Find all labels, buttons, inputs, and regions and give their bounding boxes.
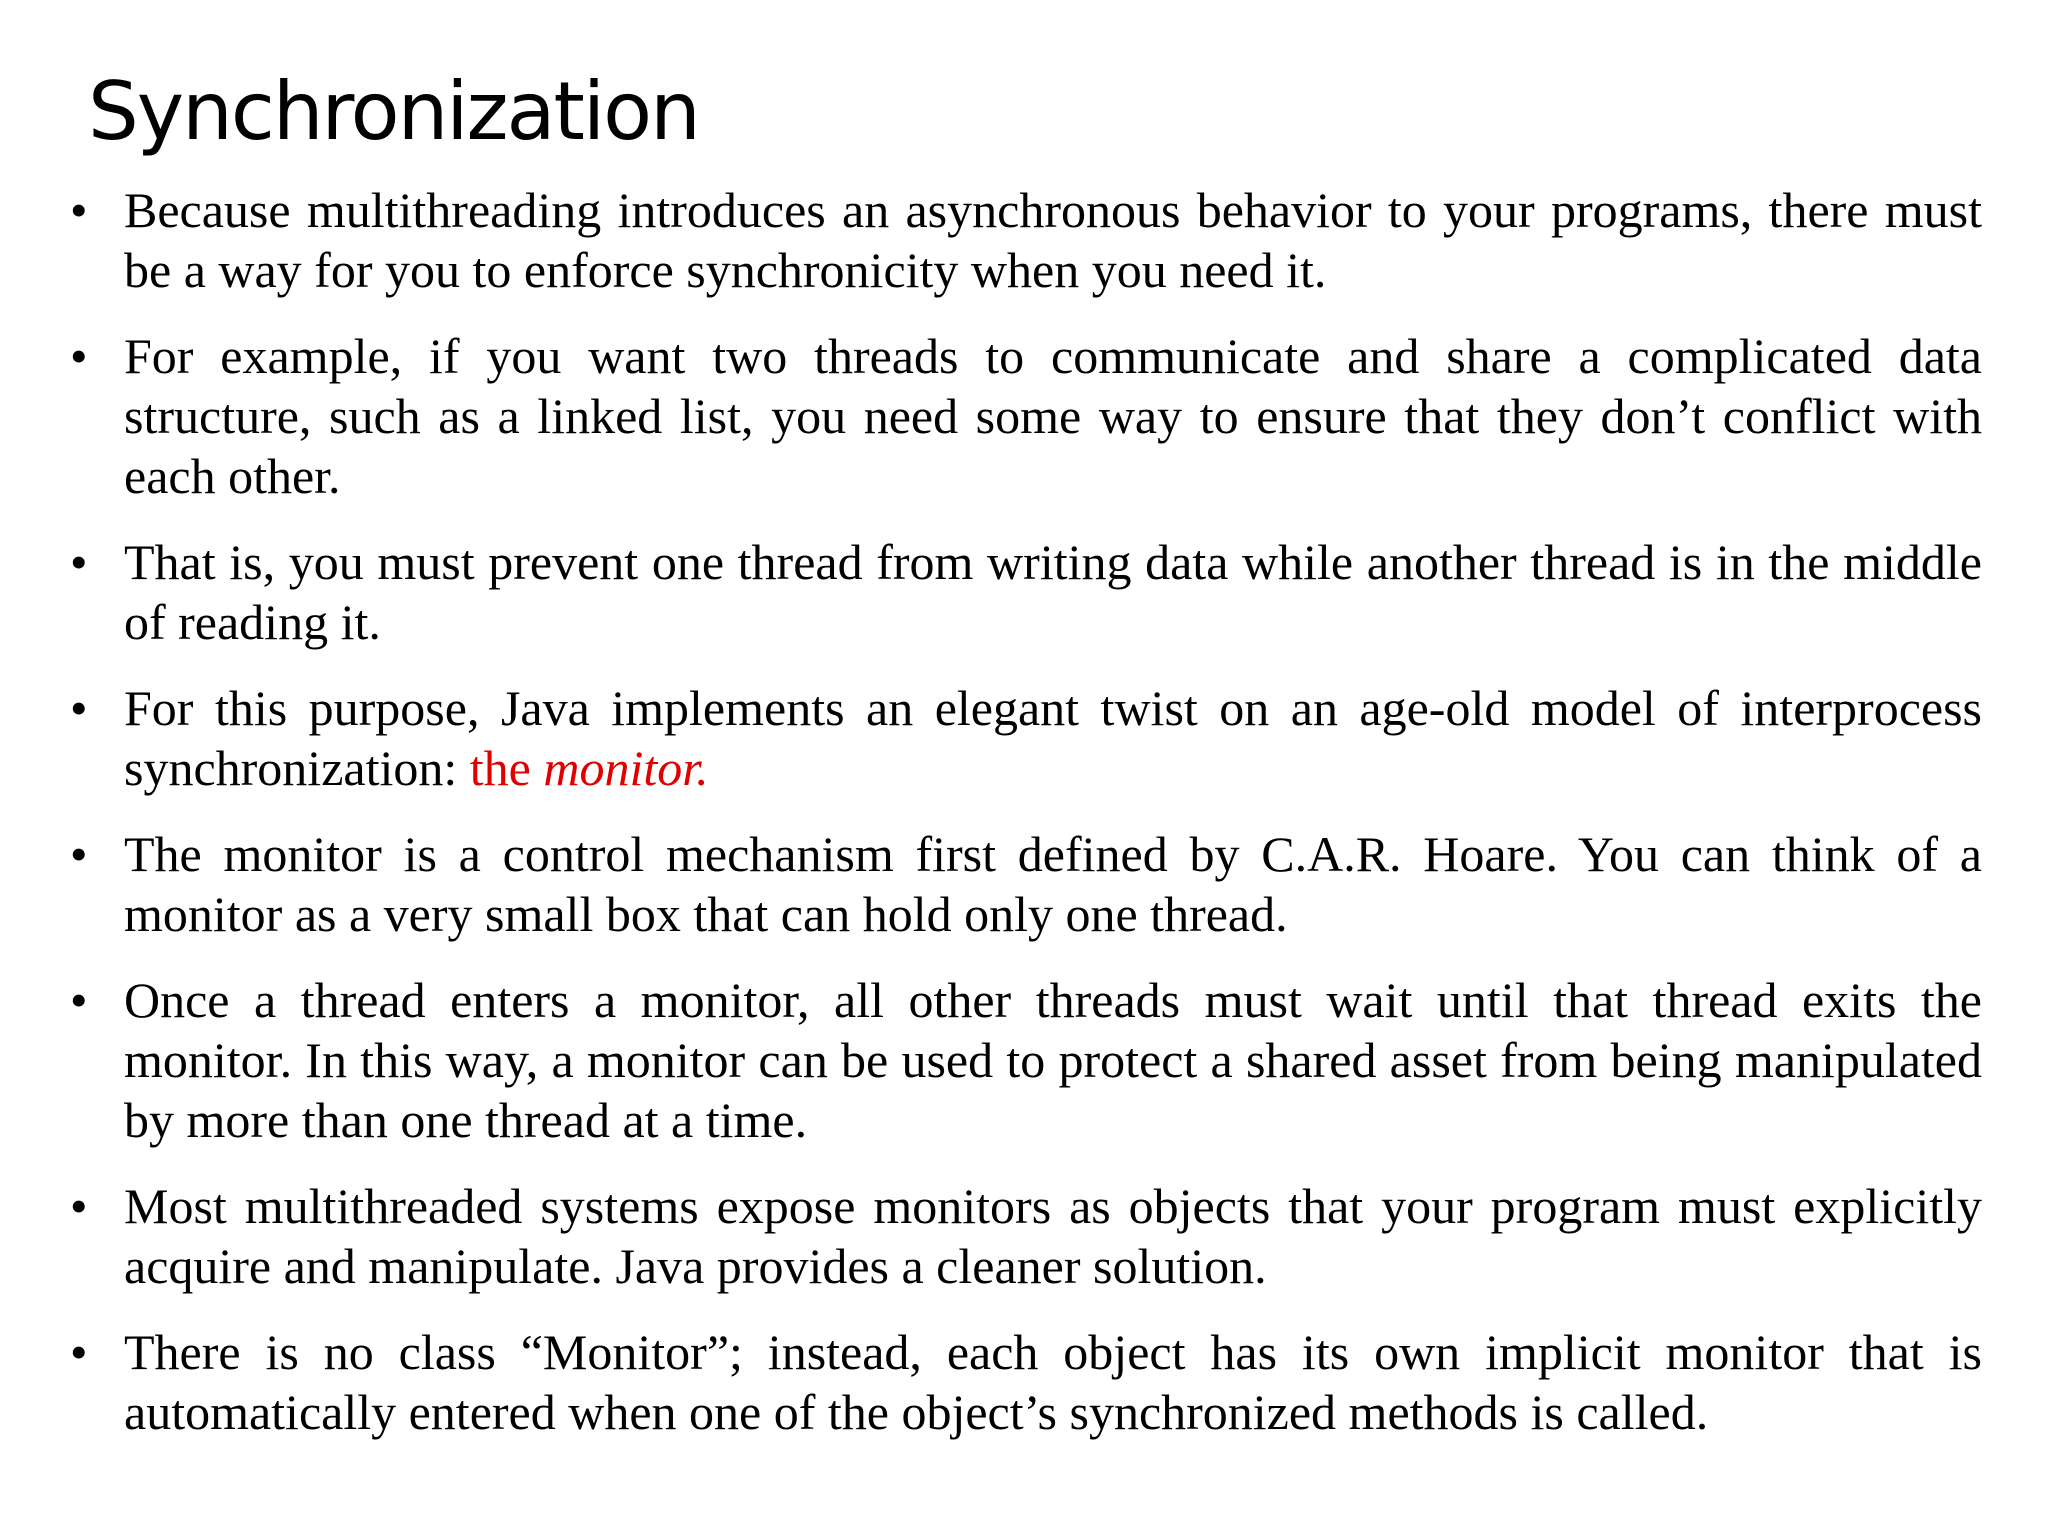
bullet-dot-icon: •: [70, 534, 88, 590]
bullet-text: That is, you must prevent one thread from writing data while another thread is in the middle of reading it.: [124, 534, 1982, 650]
bullet-item: [62, 1176, 1982, 1296]
bullet-list: [62, 180, 1982, 1468]
bullet-text: Because multithreading introduces an asynchronous behavior to your programs, there must be a way for you to enforce synchronicity when you need it.: [124, 182, 1982, 298]
bullet-item: [62, 532, 1982, 652]
bullet-dot-icon: •: [70, 972, 88, 1028]
bullet-item: [62, 678, 1982, 798]
bullet-dot-icon: •: [70, 680, 88, 736]
bullet-dot-icon: •: [70, 826, 88, 882]
highlight-text: the: [469, 740, 544, 796]
slide-title: Synchronization: [88, 65, 699, 158]
bullet-item: [62, 180, 1982, 300]
bullet-text: For this purpose, Java implements an elegant twist on an age-old model of interprocess synchronization:: [124, 680, 1982, 796]
bullet-dot-icon: •: [70, 182, 88, 238]
bullet-item: [62, 970, 1982, 1150]
bullet-text: Once a thread enters a monitor, all other threads must wait until that thread exits the monitor. In this way, a monitor can be used to protect a shared asset from being manipulated by more than one thread at a time.: [124, 972, 1982, 1148]
bullet-dot-icon: •: [70, 1178, 88, 1234]
highlight-term: monitor.: [543, 740, 709, 796]
bullet-text: There is no class “Monitor”; instead, each object has its own implicit monitor that is automatically entered when one of the object’s synchronized methods is called.: [124, 1324, 1982, 1440]
bullet-dot-icon: •: [70, 1324, 88, 1380]
bullet-item: [62, 326, 1982, 506]
bullet-item: [62, 824, 1982, 944]
bullet-text: Most multithreaded systems expose monitors as objects that your program must explicitly acquire and manipulate. Java provides a cleaner solution.: [124, 1178, 1982, 1294]
bullet-text: The monitor is a control mechanism first defined by C.A.R. Hoare. You can think of a monitor as a very small box that can hold only one thread.: [124, 826, 1982, 942]
bullet-text: For example, if you want two threads to communicate and share a complicated data structure, such as a linked list, you need some way to ensure that they don’t conflict with each other.: [124, 328, 1982, 504]
bullet-item: [62, 1322, 1982, 1442]
bullet-dot-icon: •: [70, 328, 88, 384]
